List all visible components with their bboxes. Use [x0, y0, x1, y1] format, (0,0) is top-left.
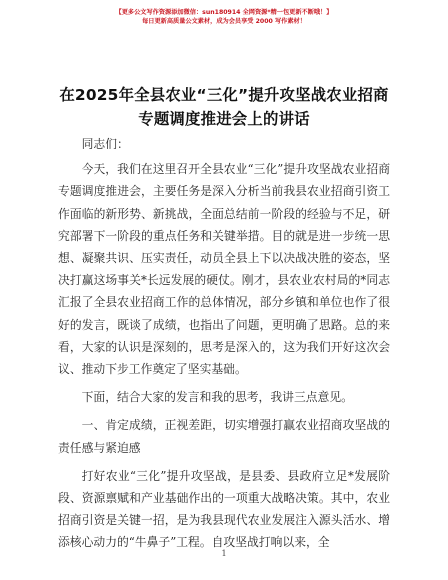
document-body: [58, 133, 390, 556]
promo-banner-line1: 【更多公文写作资源添加微信：sun180914 全网资源*精一包更新不断哦！】: [115, 9, 333, 16]
promo-banner: [0, 8, 448, 26]
paragraph-intro: 今天，我们在这里召开全县农业“三化”提升攻坚战农业招商专题调度推进会，主要任务是深入分析当前我县农业招商引资工作面临的新形势、新挑战，全面总结前一阶段的经验与不足，研究部署下一阶段的重点任务和关键举措。目的就是进一步统一思想、凝聚共识、压实责任，动员全县上下以决战决胜的姿态，坚决打赢这场事关*长远发展的硬仗。刚才，县农业农村局的*同志汇报了全县农业招商工作的总体情况，部分乡镇和单位也作了很好的发言，既谈了成绩，也指出了问题，更明确了思路。总的来看，大家的认识是深刻的，思考是深入的，这为我们开好这次会议、推动下步工作奠定了坚实基础。: [58, 162, 390, 377]
promo-banner-line2: 每日更新高质量公文素材，成为会员享受 2000 写作素材！: [142, 18, 306, 25]
document-title: 在2025年全县农业“三化”提升攻坚战农业招商专题调度推进会上的讲话: [59, 86, 389, 128]
paragraph-section-1: 打好农业“三化”提升攻坚战，是县委、县政府立足*发展阶段、资源禀赋和产业基础作出的一项重大战略决策。其中，农业招商引资是关键一招，是为我县现代农业发展注入源头活水、增添核心动力的“牛鼻子”工程。自攻坚战打响以来，全: [58, 468, 390, 550]
salutation: 同志们：: [81, 137, 129, 151]
paragraph-outline: 下面，结合大家的发言和我的思考，我讲三点意见。: [81, 390, 353, 405]
section-heading-1: 一、肯定成绩，正视差距，切实增强打赢农业招商攻坚战的责任感与紧迫感: [58, 418, 390, 455]
page-number: 1: [221, 549, 227, 558]
